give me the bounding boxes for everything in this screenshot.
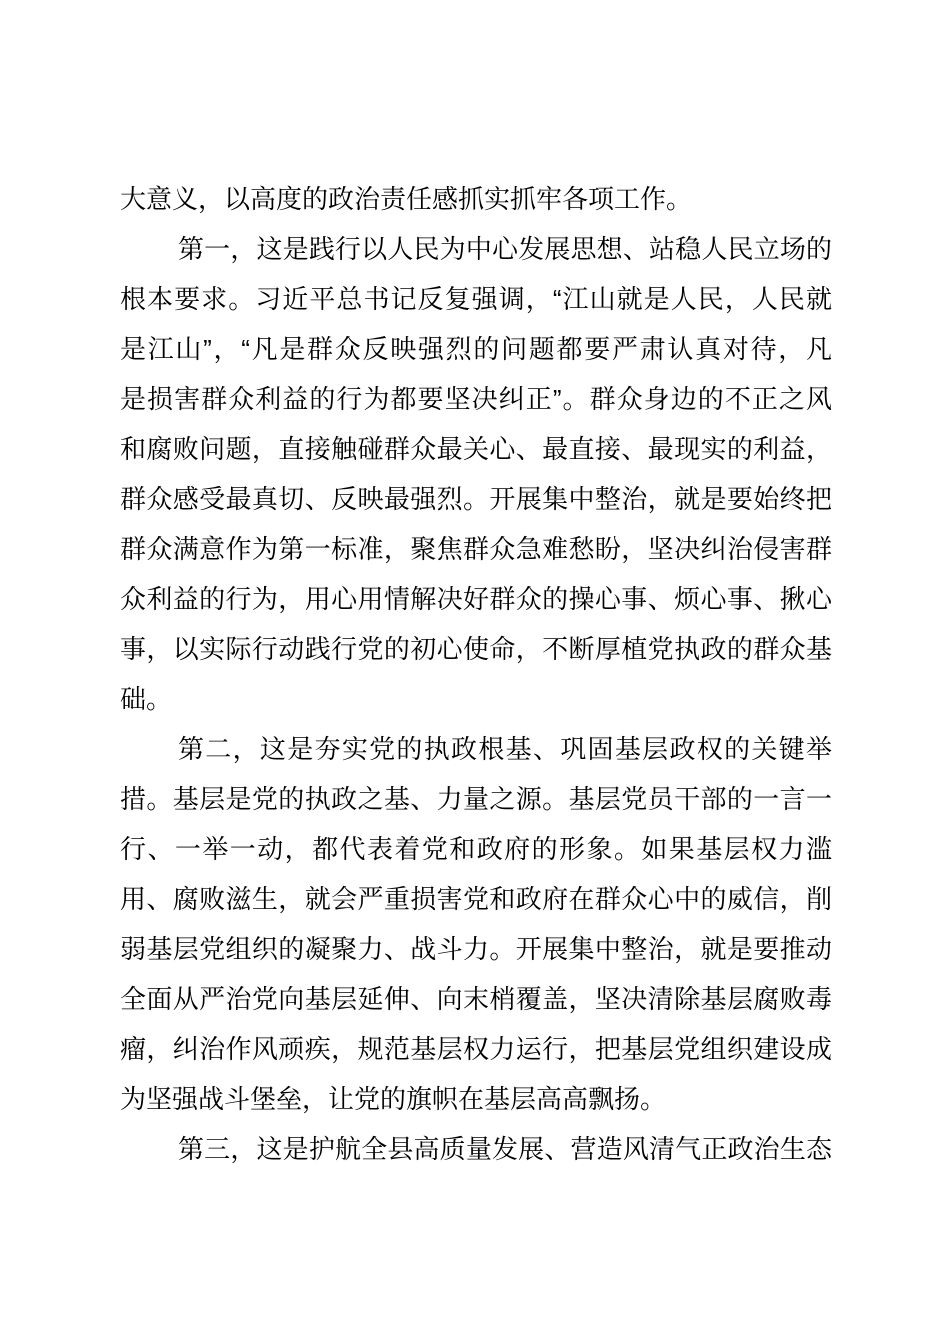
text-line: 是损害群众利益的行为都要坚决纠正”。群众身边的不正之风 <box>120 384 832 414</box>
text-line: 大意义，以高度的政治责任感抓实抓牢各项工作。 <box>120 184 693 214</box>
text-line: 群众感受最真切、反映最强烈。开展集中整治，就是要始终把 <box>120 484 832 514</box>
text-line: 第一，这是践行以人民为中心发展思想、站稳人民立场的 <box>178 234 832 264</box>
text-line: 第二，这是夯实党的执政根基、巩固基层政权的关键举 <box>178 734 832 764</box>
text-line: 第三，这是护航全县高质量发展、营造风清气正政治生态 <box>178 1134 832 1164</box>
text-line: 用、腐败滋生，就会严重损害党和政府在群众心中的威信，削 <box>120 884 832 914</box>
text-line: 和腐败问题，直接触碰群众最关心、最直接、最现实的利益， <box>120 434 832 464</box>
text-line: 众利益的行为，用心用情解决好群众的操心事、烦心事、揪心 <box>120 584 832 614</box>
text-line: 措。基层是党的执政之基、力量之源。基层党员干部的一言一 <box>120 784 832 814</box>
text-line: 弱基层党组织的凝聚力、战斗力。开展集中整治，就是要推动 <box>120 934 832 964</box>
text-line: 全面从严治党向基层延伸、向末梢覆盖，坚决清除基层腐败毒 <box>120 984 832 1014</box>
text-line: 行、一举一动，都代表着党和政府的形象。如果基层权力滥 <box>120 834 832 864</box>
text-line: 瘤，纠治作风顽疾，规范基层权力运行，把基层党组织建设成 <box>120 1034 832 1064</box>
text-line: 群众满意作为第一标准，聚焦群众急难愁盼，坚决纠治侵害群 <box>120 534 832 564</box>
text-line: 是江山”，“凡是群众反映强烈的问题都要严肃认真对待，凡 <box>120 334 832 364</box>
text-line: 事，以实际行动践行党的初心使命，不断厚植党执政的群众基 <box>120 634 832 664</box>
text-line: 为坚强战斗堡垒，让党的旗帜在基层高高飘扬。 <box>120 1084 667 1114</box>
document-text-block <box>120 174 832 1174</box>
text-line: 础。 <box>120 684 173 714</box>
text-line: 根本要求。习近平总书记反复强调，“江山就是人民，人民就 <box>120 284 832 314</box>
